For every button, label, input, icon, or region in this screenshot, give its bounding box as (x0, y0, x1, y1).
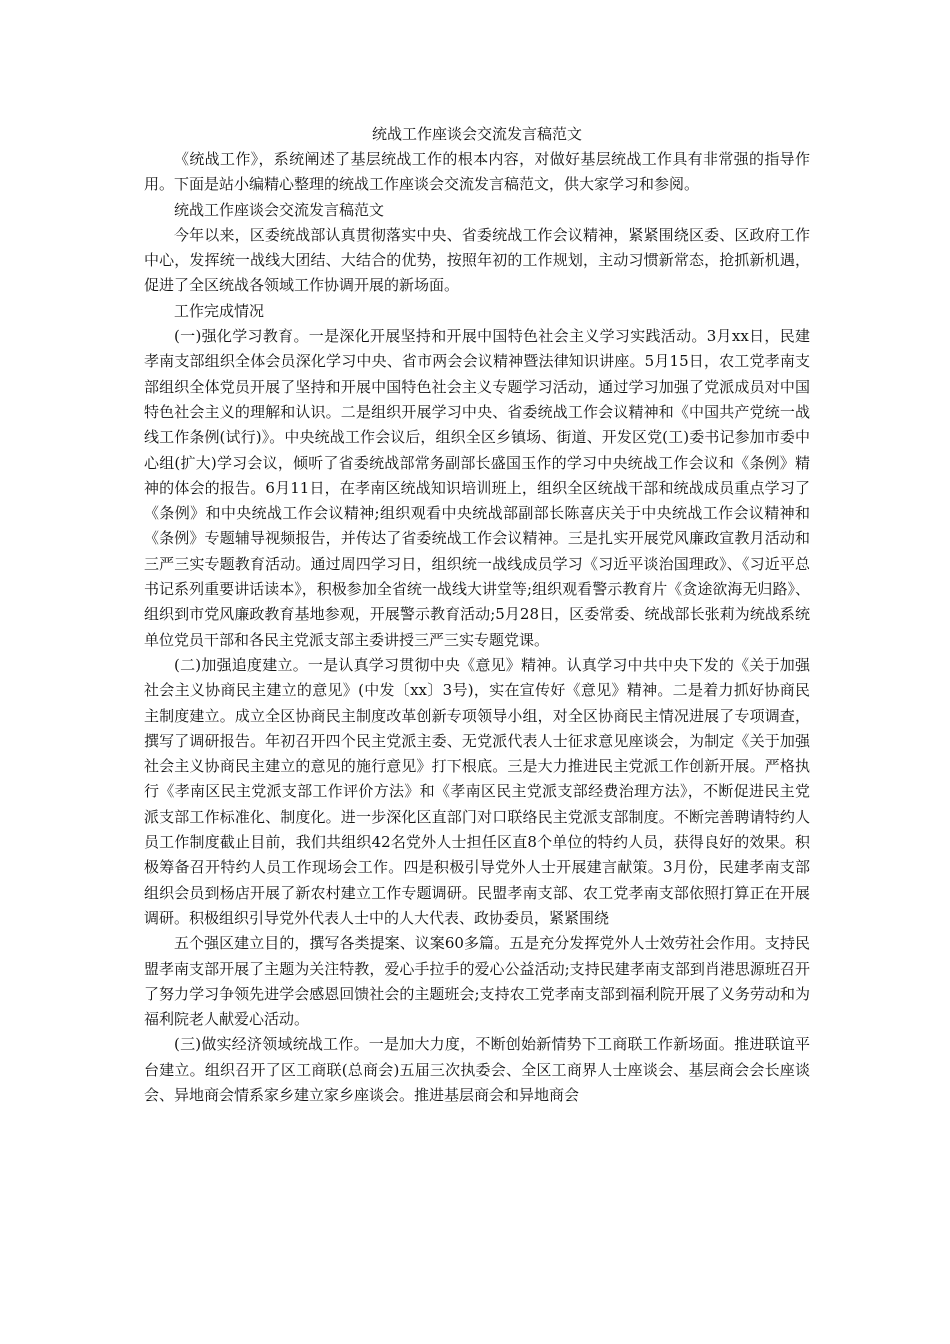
section-heading: 工作完成情况 (174, 301, 265, 320)
paragraph-intro: 《统战工作》，系统阐述了基层统战工作的根本内容，对做好基层统战工作具有非常强的指导作用。下面是站小编精心整理的统战工作座谈会交流发言稿范文，供大家学习和参阅。 (144, 150, 810, 194)
paragraph-economic-work: (三)做实经济领域统战工作。一是加大力度，不断创始新情势下工商联工作新场面。推进联谊平台建立。组织召开了区工商联(总商会)五届三次执委会、全区工商界人士座谈会、基层商会会长座谈会、异地商会情系家乡建立家乡座谈会。推进基层商会和异地商会 (144, 1035, 810, 1104)
paragraph-system-building: (二)加强追度建立。一是认真学习贯彻中央《意见》精神。认真学习中共中央下发的《关于加强社会主义协商民主建立的意见》(中发〔xx〕3号)，实在宣传好《意见》精神。二是着力抓好协商民主制度建立。成立全区协商民主制度改革创新专项领导小组，对全区协商民主情况进展了专项调查，撰写了调研报告。年初召开四个民主党派主委、无党派代表人士征求意见座谈会，为制定《关于加强社会主义协商民主建立的意见的施行意见》打下根底。三是大力推进民主党派工作创新开展。严格执行《孝南区民主党派支部工作评价方法》和《孝南区民主党派支部经费治理方法》，不断促进民主党派支部工作标准化、制度化。进一步深化区直部门对口联络民主党派支部制度。不断完善聘请特约人员工作制度截止目前，我们共组织42名党外人士担任区直8个单位的特约人员，获得良好的效果。积极筹备召开特约人员工作现场会工作。四是积极引导党外人士开展建言献策。3月份，民建孝南支部组织会员到杨店开展了新农村建立工作专题调研。民盟孝南支部、农工党孝南支部依照打算正在开展调研。积极组织引导党外代表人士中的人大代表、政协委员，紧紧围绕 (144, 655, 810, 927)
paragraph-overview: 今年以来，区委统战部认真贯彻落实中央、省委统战工作会议精神，紧紧围绕区委、区政府工作中心，发挥统一战线大团结、大结合的优势，按照年初的工作规划，主动习惯新常态，抢抓新机遇，促进了全区统战各领域工作协调开展的新场面。 (144, 225, 810, 295)
document-title: 统战工作座谈会交流发言稿范文 (371, 125, 582, 143)
document-page (144, 122, 810, 1108)
paragraph-five-districts: 五个强区建立目的，撰写各类提案、议案60多篇。五是充分发挥党外人士效劳社会作用。支持民盟孝南支部开展了主题为关注特教，爱心手拉手的爱心公益活动;支持民建孝南支部到肖港思源班召开了努力学习争领先进学会感恩回馈社会的主题班会;支持农工党孝南支部到福利院开展了义务劳动和为福利院老人献爱心活动。 (144, 934, 810, 1029)
paragraph-subtitle: 统战工作座谈会交流发言稿范文 (174, 200, 385, 219)
paragraph-study-education: (一)强化学习教育。一是深化开展坚持和开展中国特色社会主义学习实践活动。3月xx日，民建孝南支部组织全体会员深化学习中央、省市两会会议精神暨法律知识讲座。5月15日，农工党孝南支部组织全体党员开展了坚持和开展中国特色社会主义专题学习活动，通过学习加强了党派成员对中国特色社会主义的理解和认识。二是组织开展学习中央、省委统战工作会议精神和《中国共产党统一战线工作条例(试行)》。中央统战工作会议后，组织全区乡镇场、街道、开发区党(工)委书记参加市委中心组(扩大)学习会议，倾听了省委统战部常务副部长盛国玉作的学习中央统战工作会议和《条例》精神的体会的报告。6月11日，在孝南区统战知识培训班上，组织全区统战干部和统战成员重点学习了《条例》和中央统战工作会议精神;组织观看中央统战部副部长陈喜庆关于中央统战工作会议精神和《条例》专题辅导视频报告，并传达了省委统战工作会议精神。三是扎实开展党风廉政宣教月活动和三严三实专题教育活动。通过周四学习日，组织统一战线成员学习《习近平谈治国理政》、《习近平总书记系列重要讲话读本》，积极参加全省统一战线大讲堂等;组织观看警示教育片《贪途欲海无归路》、组织到市党风廉政教育基地参观，开展警示教育活动;5月28日，区委常委、统战部长张莉为统战系统单位党员干部和各民主党派支部主委讲授三严三实专题党课。 (144, 327, 810, 649)
